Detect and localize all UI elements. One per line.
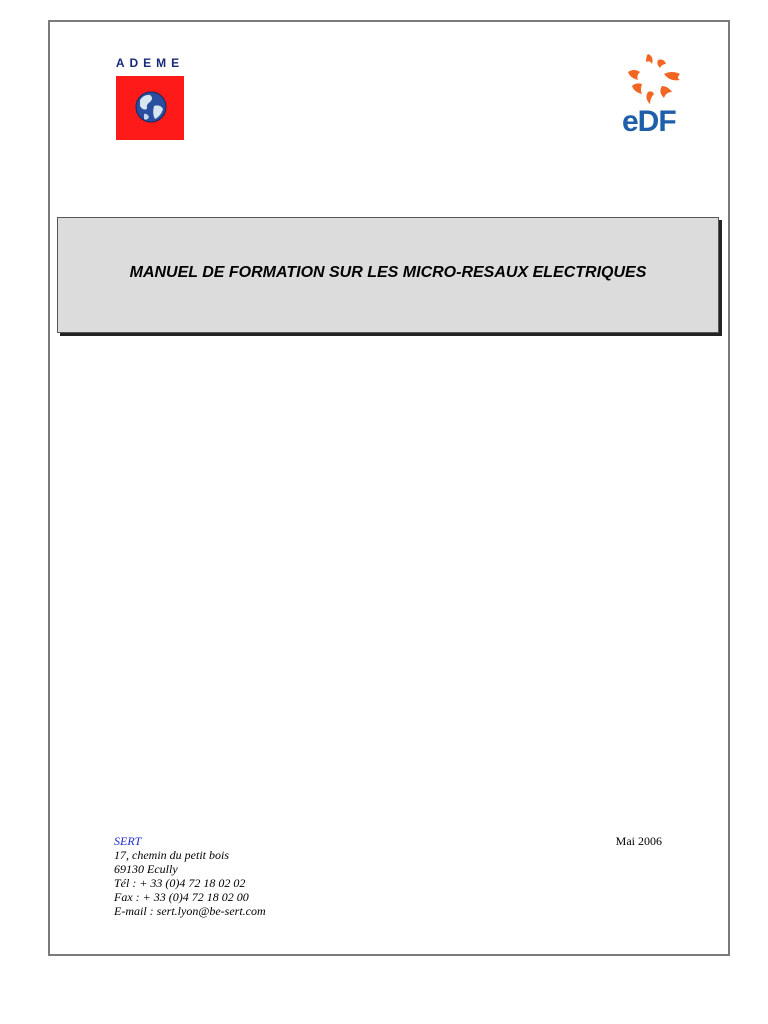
document-date: Mai 2006 xyxy=(615,834,662,848)
globe-icon xyxy=(116,76,184,140)
title-banner xyxy=(57,217,719,333)
edf-logo-text: eDF xyxy=(622,105,676,138)
company-name: SERT xyxy=(114,834,142,848)
document-page xyxy=(48,20,730,956)
address-fax: Fax : + 33 (0)4 72 18 02 00 xyxy=(114,890,249,904)
address-email: E-mail : sert.lyon@be-sert.com xyxy=(114,904,266,918)
ademe-logo-text: ADEME xyxy=(115,56,185,70)
document-title: MANUEL DE FORMATION SUR LES MICRO-RESAUX ELECTRIQUES xyxy=(129,264,647,281)
edf-logo xyxy=(620,52,696,142)
address-block xyxy=(114,834,266,918)
address-city: 69130 Ecully xyxy=(114,862,178,876)
ademe-logo xyxy=(114,56,186,142)
edf-sun-emblem-icon xyxy=(620,52,696,108)
address-phone: Tél : + 33 (0)4 72 18 02 02 xyxy=(114,876,246,890)
address-street: 17, chemin du petit bois xyxy=(114,848,229,862)
